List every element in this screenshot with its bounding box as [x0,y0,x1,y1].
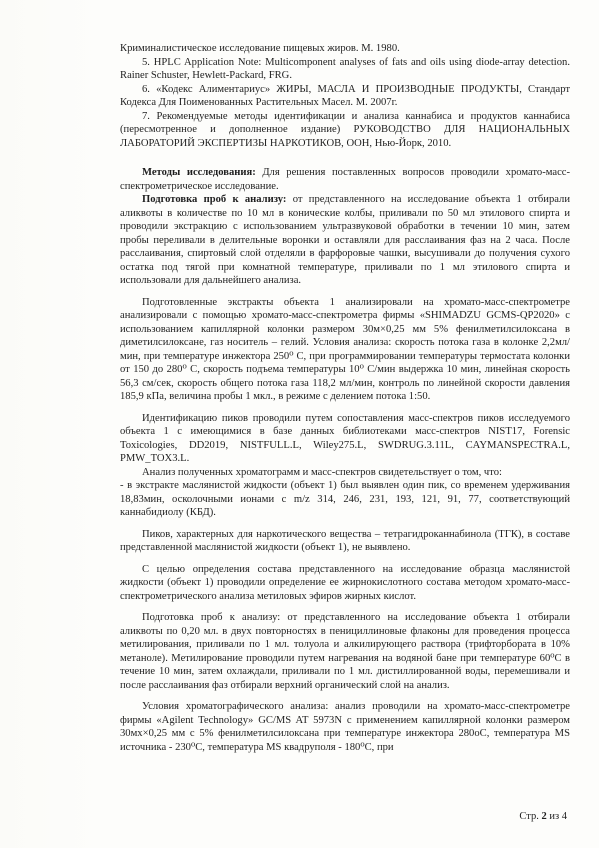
reference-5: 5. HPLC Application Note: Multicomponent analyses of fats and oils using diode-array detection. Rainer Schuster, Hewlett-Packard, FRG. [120,56,570,81]
sample-prep-text: от представленного на исследование объекта 1 отбирали аликвоты в количестве по 10 мл в конические колбы, приливали по 50 мл этилового спирта и проводили экстракцию с использованием ультразвуковой обработки в течении 10 мин, затем пробы переливали в делительные воронки и оставляли для расслаивания фаз на 2 часа. После расслаивания, спиртовый слой отделяли в фарфоровые чашки, высушивали до получения сухого остатка под тягой при комнатной температуре, приливали по 1 мл этилового спирта и использовали для дальнейшего анализа. [120,194,570,286]
cbd-peak-paragraph: - в экстракте маслянистой жидкости (объект 1) был выявлен один пик, со временем удерживания 18,83мин, осколочными ионами с m/z 314, 246, 231, 193, 121, 91, 77, соответствующий каннабидиолу (КБД). [120,480,570,518]
extracts-paragraph: Подготовленные экстракты объекта 1 анализировали на хромато-масс-спектрометре анализировали с помощью хромато-масс-спектрометра фирмы «SHIMADZU GCMS-QP2020» с использованием капиллярной колонки размером 30м×0,25 мм 5% фенилметилсилоксана в диметилсилоксане, газ носитель – гелий. Условия анализа: скорость потока газа в колонке 2,2мл/мин, при температуре инжектора 250⁰ С, при программировании температуры термостата колонки от 150 до 280⁰ С, скорость подъема температуры 10⁰ С/мин выдержка 10 мин, линейная скорость 56,3 см/сек, скорость общего потока газа 118,2 мл/мин, контроль по линейной скорости давления 185,9 кПа, величина пробы 1 мкл., в режиме с делением потока 1:50. [120,296,570,402]
thc-peaks-paragraph: Пиков, характерных для наркотического вещества – тетрагидроканнабинола (ТГК), в составе представленной маслянистой жидкости (объект 1), не выявлено. [120,528,570,553]
methods-text: Для решения поставленных вопросов проводили хромато-масс-спектрометрическое исследование. [120,167,570,192]
page-margin [0,0,100,848]
chromatographic-conditions-paragraph: Условия хроматографического анализа: анализ проводили на хромато-масс-спектрометре фирмы «Agilent Technology» GC/MS AT 5973N с применением капиллярной колонки размером 30мх×0,25 мм с 5% фенилметилсилоксана при температуре инжектора 280оС, температура MS источника - 230⁰С, температура MS квадруполя - 180⁰С, при [120,701,570,753]
goal-paragraph: С целью определения состава представленного на исследование образца маслянистой жидкости (объект 1) проводили определение ее жирнокислотного состава методом хромато-масс-спектрометрического анализа метиловых эфиров жирных кислот. [120,563,570,602]
identification-paragraph: Идентификацию пиков проводили путем сопоставления масс-спектров пиков исследуемого объекта 1 с имеющимися в базе данных библиотеками масс-спектров NIST17, Forensic Toxicologies, DD2019, NISTFULL.L, Wiley275.L, SWDRUG.3.11L, CAYMANSPECTRA.L, PMW_TOX3.L. [120,412,570,464]
reference-7: 7. Рекомендуемые методы идентификации и анализа каннабиса и продуктов каннабиса (пересмотренное и дополненное издание) РУКОВОДСТВО ДЛЯ НАЦИОНАЛЬНЫХ ЛАБОРАТОРИЙ ЭКСПЕРТИЗЫ НАРКОТИКОВ, ООН, Нью-Йорк, 2010. [120,110,570,149]
reference-6: 6. «Кодекс Алиментариус» ЖИРЫ, МАСЛА И ПРОИЗВОДНЫЕ ПРОДУКТЫ, Стандарт Кодекса Для Поименованных Растительных Масел. М. 2007г. [120,83,570,108]
sample-prep-paragraph [120,193,570,288]
document-body [120,42,570,754]
chromatogram-analysis-paragraph: Анализ полученных хроматограмм и масс-спектров свидетельствует о том, что: [142,466,502,478]
sample-prep-label: Подготовка проб к анализу: [142,194,287,205]
page-number: Стр. 2 из 4 [519,811,567,822]
methods-paragraph [120,166,570,193]
sample-prep-2-paragraph: Подготовка проб к анализу: от представленного на исследование объекта 1 отбирали аликвоты по 0,20 мл. в двух повторностях в пенициллиновые флаконы для проведения процесса метилирования, приливали по 1 мл. толуола и алкилирующего раствора (трифторбората в 10% метаноле). Метилирование проводили путем нагревания на водяной бане при температуре 60⁰С в течение 10 мин, затем охлаждали, приливали по 1 мл. дистиллированной воды, перемешивали и после расслаивания фаз отбирали верхний органический слой на анализ. [120,612,570,691]
reference-4-tail: Криминалистическое исследование пищевых жиров. М. 1980. [120,43,400,54]
methods-label: Методы исследования: [142,167,256,178]
